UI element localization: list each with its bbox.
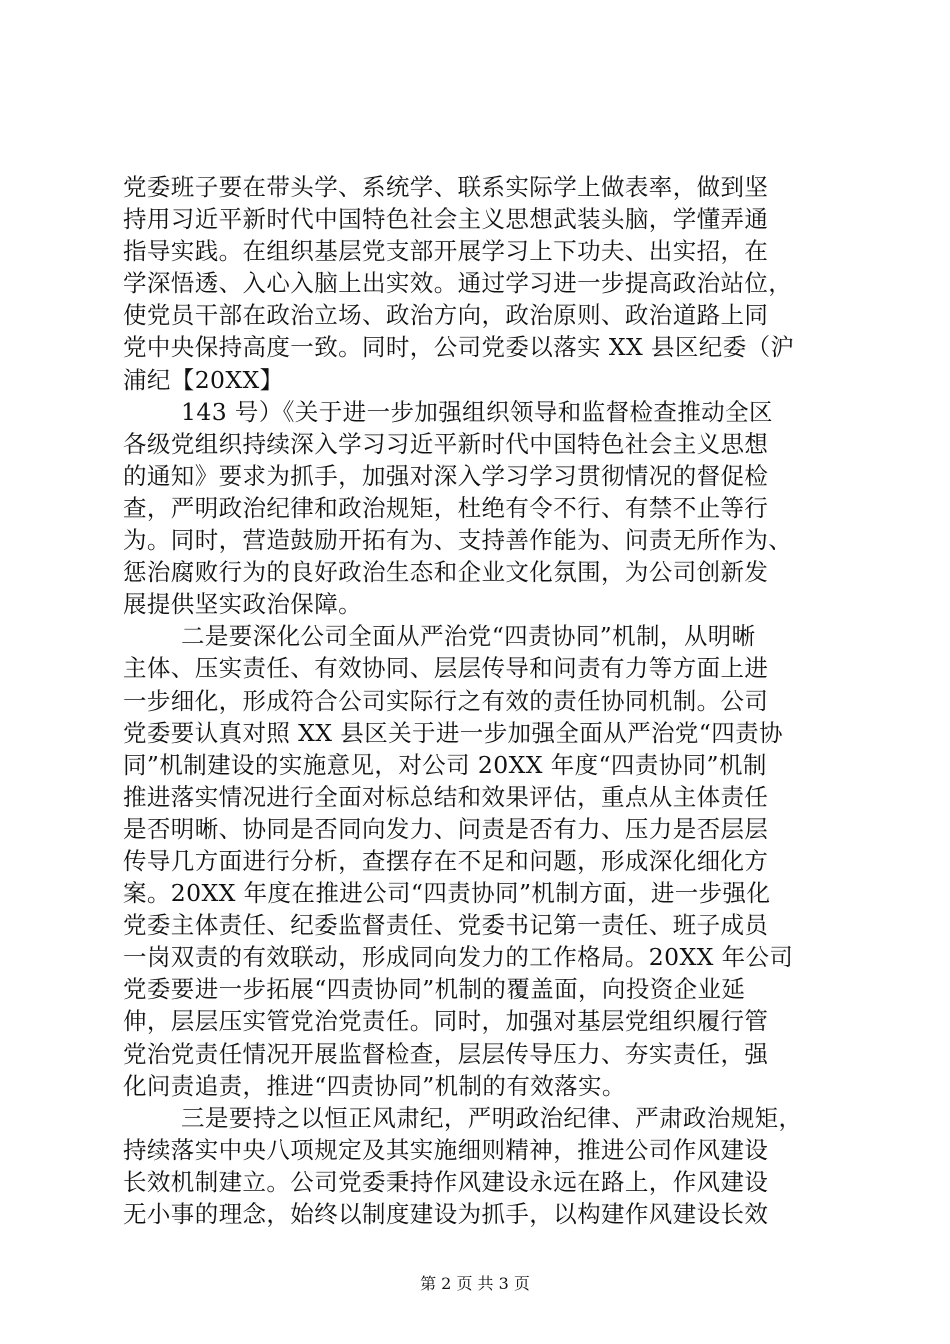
text-line: 展提供坚实政治保障。 bbox=[123, 590, 362, 619]
text-line: 为。同时，营造鼓励开拓有为、支持善作能为、问责无所作为、 bbox=[123, 526, 793, 555]
text-line: 各级党组织持续深入学习习近平新时代中国特色社会主义思想 bbox=[123, 429, 769, 458]
text-line: 党委要认真对照 XX 县区关于进一步加强全面从严治党“四责协 bbox=[123, 718, 783, 747]
text-line: 党委主体责任、纪委监督责任、党委书记第一责任、班子成员 bbox=[123, 911, 769, 940]
page-footer: 第 2 页 共 3 页 bbox=[420, 1274, 530, 1293]
text-line: 二是要深化公司全面从严治党“四责协同”机制，从明晰 bbox=[181, 622, 756, 651]
text-line: 的通知》要求为抓手，加强对深入学习学习贯彻情况的督促检 bbox=[123, 461, 769, 490]
text-line: 党委要进一步拓展“四责协同”机制的覆盖面，向投资企业延 bbox=[123, 975, 746, 1004]
text-line: 伸，层层压实管党治党责任。同时，加强对基层党组织履行管 bbox=[123, 1007, 769, 1036]
text-line: 惩治腐败行为的良好政治生态和企业文化氛围，为公司创新发 bbox=[123, 558, 769, 587]
text-line: 主体、压实责任、有效协同、层层传导和问责有力等方面上进 bbox=[123, 654, 769, 683]
text-line: 三是要持之以恒正风肃纪，严明政治纪律、严肃政治规矩， bbox=[181, 1103, 803, 1132]
text-line: 传导几方面进行分析，查摆存在不足和问题，形成深化细化方 bbox=[123, 846, 769, 875]
text-line: 一步细化，形成符合公司实际行之有效的责任协同机制。公司 bbox=[123, 686, 769, 715]
text-line: 同”机制建设的实施意见，对公司 20XX 年度“四责协同”机制 bbox=[123, 750, 767, 779]
text-line: 无小事的理念，始终以制度建设为抓手，以构建作风建设长效 bbox=[123, 1200, 769, 1228]
text-line: 一岗双责的有效联动，形成同向发力的工作格局。20XX 年公司 bbox=[123, 943, 794, 972]
document-body bbox=[123, 171, 835, 1230]
text-line: 推进落实情况进行全面对标总结和效果评估，重点从主体责任 bbox=[123, 782, 769, 811]
text-line: 持用习近平新时代中国特色社会主义思想武装头脑，学懂弄通 bbox=[123, 205, 769, 234]
text-line: 案。20XX 年度在推进公司“四责协同”机制方面，进一步强化 bbox=[123, 879, 771, 908]
text-line: 党中央保持高度一致。同时，公司党委以落实 XX 县区纪委（沪 bbox=[123, 333, 795, 362]
text-line: 是否明晰、协同是否同向发力、问责是否有力、压力是否层层 bbox=[123, 814, 769, 843]
text-line: 浦纪【20XX】 bbox=[123, 365, 284, 394]
text-line: 指导实践。在组织基层党支部开展学习上下功夫、出实招，在 bbox=[123, 237, 769, 266]
text-line: 长效机制建立。公司党委秉持作风建设永远在路上，作风建设 bbox=[123, 1167, 769, 1196]
text-line: 党委班子要在带头学、系统学、联系实际学上做表率，做到坚 bbox=[123, 173, 769, 201]
text-line: 查，严明政治纪律和政治规矩，杜绝有令不行、有禁不止等行 bbox=[123, 493, 769, 522]
text-line: 持续落实中央八项规定及其实施细则精神，推进公司作风建设 bbox=[123, 1135, 769, 1164]
text-line: 使党员干部在政治立场、政治方向，政治原则、政治道路上同 bbox=[123, 301, 769, 330]
text-line: 党治党责任情况开展监督检查，层层传导压力、夯实责任，强 bbox=[123, 1039, 769, 1068]
text-line: 学深悟透、入心入脑上出实效。通过学习进一步提高政治站位， bbox=[123, 269, 793, 298]
text-line: 143 号）《关于进一步加强组织领导和监督检查推动全区 bbox=[181, 397, 773, 426]
text-line: 化问责追责，推进“四责协同”机制的有效落实。 bbox=[123, 1071, 626, 1100]
